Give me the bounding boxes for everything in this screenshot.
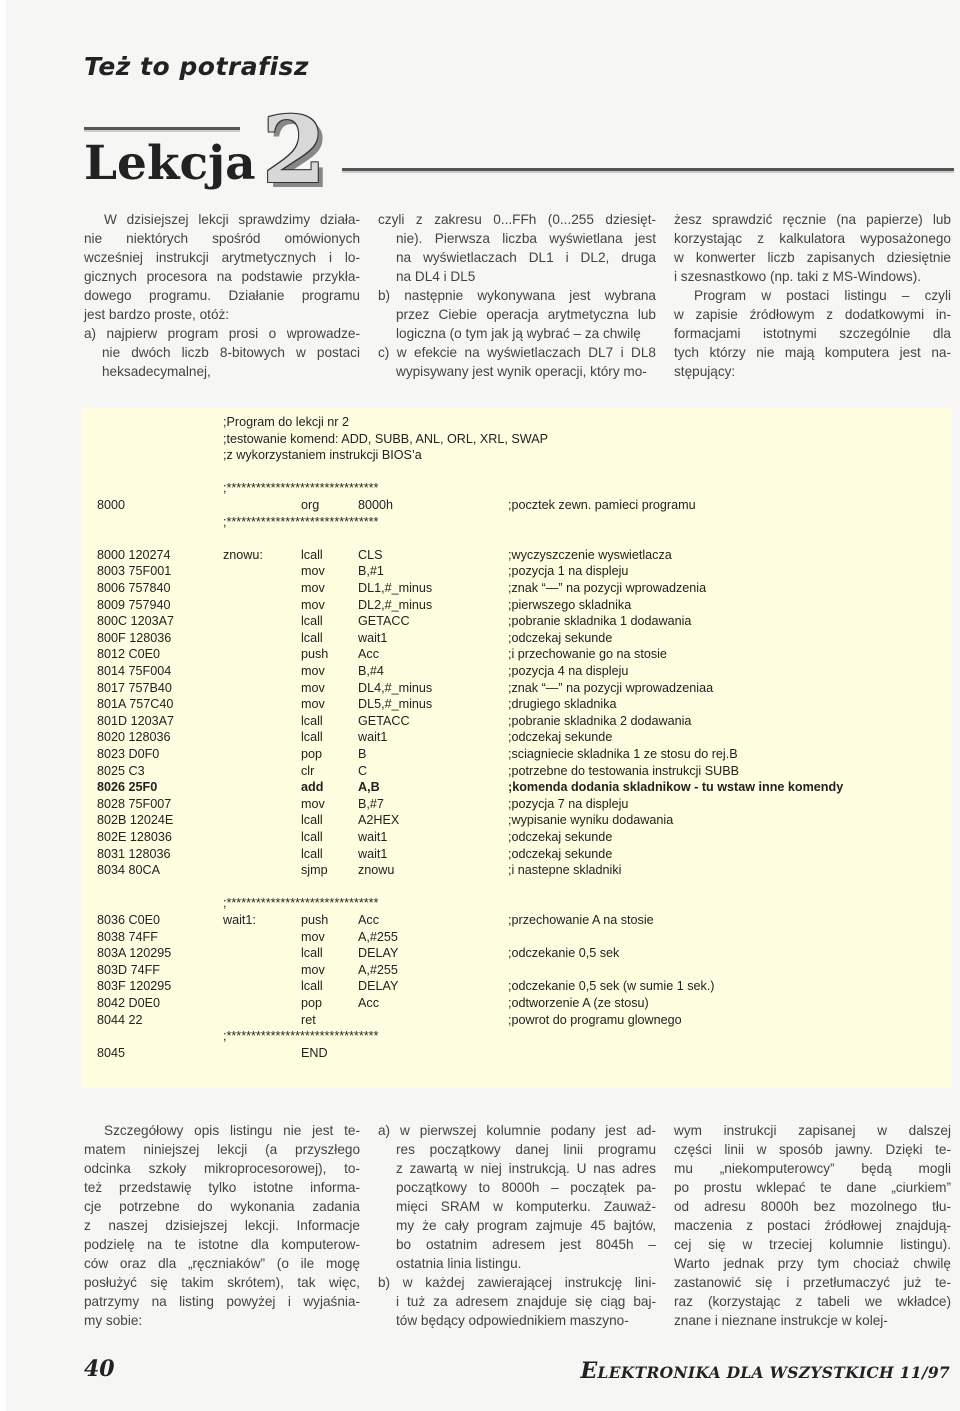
text-line: wcześniej instrukcji arytmetycznych i lo-: [84, 250, 360, 265]
listing-label: wait1:: [223, 913, 256, 927]
listing-mnemonic: lcall: [301, 846, 323, 861]
intro-column-2: [378, 210, 656, 381]
listing-mnemonic: mov: [301, 796, 325, 811]
listing-operand: GETACC: [358, 713, 410, 728]
text-line: nie dwóch liczb 8-bitowych w postaci: [102, 345, 360, 360]
text-line: części linii w sposób jawny. Dzięki te-: [674, 1142, 951, 1157]
listing-operand: wait1: [358, 630, 388, 645]
listing-operand: DELAY: [358, 946, 399, 961]
listing-mnemonic: mov: [301, 680, 325, 695]
listing-mnemonic: mov: [301, 962, 325, 977]
listing-remark: ;i przechowanie go na stosie: [508, 647, 667, 662]
listing-remark: ;pobranie skladnika 2 dodawania: [508, 713, 692, 728]
listing-remark: ;odtworzenie A (ze stosu): [508, 996, 649, 1010]
intro-column-1: [84, 210, 360, 381]
listing-remark: ;odczekaj sekunde: [508, 846, 613, 861]
text-line: jest bardzo proste, otóż:: [84, 307, 230, 322]
listing-operand: A,#255: [358, 929, 398, 944]
text-line: raz (korzystając z tabeli we wkładce): [674, 1294, 951, 1309]
listing-mnemonic: sjmp: [301, 863, 328, 878]
listing-separator: ;*******************************: [223, 896, 379, 911]
magazine-initial: E: [580, 1358, 598, 1384]
text-line: bo ostatnim adresem jest 8045h –: [396, 1237, 656, 1252]
text-line: a) w pierwszej kolumnie podany jest ad-: [378, 1123, 656, 1138]
listing-remark: ;i nastepne skladniki: [508, 863, 622, 878]
text-line: stępujący:: [674, 364, 736, 379]
listing-remark: ;wypisanie wyniku dodawania: [508, 813, 674, 828]
section-title: Też to potrafisz: [84, 52, 309, 81]
listing-operand: wait1: [358, 730, 388, 745]
listing-address: 8014 75F004: [97, 664, 172, 678]
text-line: Program w postaci listingu – czyli: [694, 288, 951, 303]
listing-address: 8042 D0E0: [97, 996, 161, 1010]
outro-column-1: [84, 1121, 360, 1330]
text-line: Warto jednak przy tym chociaż chwilę: [674, 1256, 951, 1271]
outro-column-3: [674, 1121, 951, 1330]
listing-remark: ;pierwszego skladnika: [508, 597, 632, 612]
text-line: po prostu wklepać te dane „ciurkiem”: [674, 1180, 951, 1195]
text-line: heksadecymalnej,: [102, 364, 211, 379]
listing-address: 803F 120295: [97, 979, 172, 994]
listing-mnemonic: pop: [301, 747, 323, 761]
listing-mnemonic: pop: [301, 996, 323, 1010]
text-line: res początkowy danej linii programu: [396, 1142, 656, 1157]
listing-address: 803A 120295: [97, 946, 172, 961]
listing-mnemonic: mov: [301, 581, 325, 595]
listing-operand: DL1,#_minus: [358, 581, 433, 595]
text-line: z zawartą w niej instrukcją. U nas adres: [396, 1161, 656, 1176]
listing-mnemonic: mov: [301, 929, 325, 944]
listing-mnemonic: mov: [301, 597, 325, 612]
text-line: zastanowić się i przetłumaczyć już te-: [674, 1275, 951, 1290]
text-line: w zapisie źródłowym z dodatkowymi in-: [674, 307, 951, 322]
listing-remark: ;drugiego skladnika: [508, 697, 617, 712]
listing-remark: ;odczekanie 0,5 sek: [508, 946, 620, 961]
listing-address: 8036 C0E0: [97, 913, 161, 927]
page-number: 40: [84, 1356, 115, 1382]
listing-operand: B: [358, 747, 367, 761]
text-line: W dzisiejszej lekcji sprawdzimy działa-: [104, 212, 360, 227]
listing-mnemonic: lcall: [301, 614, 323, 629]
listing-operand: CLS: [358, 547, 383, 562]
listing-address: 8028 75F007: [97, 796, 172, 811]
listing-operand: DL5,#_minus: [358, 697, 433, 712]
text-line: ców oraz dla „ręczniaków” (o ile mogę: [84, 1256, 360, 1271]
text-line: i szesnastkowo (np. taki z MS-Windows).: [674, 269, 922, 284]
listing-operand: B,#7: [358, 796, 384, 811]
listing-address: 8038 74FF: [97, 929, 158, 944]
listing-mnemonic: clr: [301, 763, 315, 778]
listing-mnemonic: lcall: [301, 547, 323, 562]
listing-separator: ;*******************************: [223, 514, 379, 529]
listing-address: 8003 75F001: [97, 564, 172, 579]
text-line: czyli z zakresu 0...FFh (0...255 dziesięt-: [378, 212, 656, 227]
listing-remark: ;powrot do programu glownego: [508, 1012, 682, 1027]
intro-column-3: [674, 210, 951, 381]
text-line: odcinka szkoły mikroprocesorowej), to-: [84, 1161, 360, 1176]
listing-mnemonic: push: [301, 647, 329, 662]
listing-mnemonic: mov: [301, 664, 325, 678]
listing-operand: wait1: [358, 846, 388, 861]
text-line: i tuż za adresem znajduje się ciąg baj-: [396, 1294, 656, 1309]
text-line: na DL4 i DL5: [396, 269, 476, 284]
listing-operand: C: [358, 763, 368, 778]
text-line: w konwerter liczb zapisanych dziesiętnie: [674, 250, 951, 265]
listing-address: 8044 22: [97, 1012, 143, 1027]
listing-remark: ;odczekanie 0,5 sek (w sumie 1 sek.): [508, 979, 715, 994]
listing-mnemonic: lcall: [301, 730, 323, 745]
listing-comment: ;testowanie komend: ADD, SUBB, ANL, ORL, XRL, SWAP: [223, 431, 549, 446]
listing-address: 801D 1203A7: [97, 713, 175, 728]
listing-remark: ;odczekaj sekunde: [508, 630, 613, 645]
listing-mnemonic: org: [301, 498, 320, 512]
listing-address: 8023 D0F0: [97, 747, 160, 761]
listing-mnemonic: lcall: [301, 979, 323, 994]
listing-mnemonic: lcall: [301, 946, 323, 961]
text-line: znane i nieznane instrukcje w kolej-: [674, 1313, 888, 1328]
text-line: wym instrukcji zapisanej w dalszej: [674, 1123, 951, 1138]
listing-operand: Acc: [358, 913, 379, 927]
listing-remark: ;potrzebne do testowania instrukcji SUBB: [508, 763, 740, 778]
lesson-title: Lekcja: [84, 136, 256, 191]
text-line: cej się w trzeciej kolumnie listingu).: [674, 1237, 951, 1252]
text-line: żesz sprawdzić ręcznie (na papierze) lub: [674, 212, 951, 227]
listing-remark: ;znak “—” na pozycji wprowadzeniaa: [508, 680, 714, 695]
text-line: korzystając z kalkulatora wyposażonego: [674, 231, 951, 246]
listing-operand: Acc: [358, 647, 379, 662]
listing-remark: ;odczekaj sekunde: [508, 830, 613, 844]
listing-separator: ;*******************************: [223, 1029, 379, 1044]
listing-operand: A,#255: [358, 962, 398, 977]
listing-operand: B,#4: [358, 664, 384, 678]
listing-address: 8045: [97, 1045, 126, 1060]
listing-label: znowu:: [223, 547, 263, 562]
listing-address: 8020 128036: [97, 730, 171, 745]
listing-operand: B,#1: [358, 564, 384, 579]
listing-address: 8009 757940: [97, 597, 171, 612]
text-line: my że cały program zajmuje 45 bajtów,: [396, 1218, 656, 1233]
listing-remark: ;pozycja 1 na displeju: [508, 564, 629, 579]
listing-mnemonic: END: [301, 1045, 328, 1060]
listing-mnemonic: lcall: [301, 630, 323, 645]
text-line: c) w efekcie na wyświetlaczach DL7 i DL8: [378, 345, 656, 360]
listing-operand: znowu: [358, 863, 395, 878]
listing-address: 8026 25F0: [97, 780, 158, 795]
listing-remark: ;pobranie skladnika 1 dodawania: [508, 614, 692, 629]
listing-address: 802B 12024E: [97, 813, 174, 828]
title-rule-long: [342, 168, 954, 173]
listing-address: 8034 80CA: [97, 863, 161, 878]
text-line: z naszej dzisiejszej lekcji. Informacje: [84, 1218, 360, 1233]
listing-remark: ;pocztek zewn. pamieci programu: [508, 498, 696, 512]
listing-address: 8000 120274: [97, 547, 171, 562]
listing-address: 8025 C3: [97, 763, 145, 778]
text-line: maczenia z postaci źródłowej znajdują-: [674, 1218, 951, 1233]
listing-remark: ;pozycja 7 na displeju: [508, 796, 629, 811]
text-line: logiczna (o tym jak ją wybrać – za chwilę: [396, 326, 641, 341]
listing-operand: wait1: [358, 830, 388, 844]
listing-address: 800C 1203A7: [97, 614, 175, 629]
text-line: matem niniejszej lekcji (a przyszłego: [84, 1142, 360, 1157]
text-line: patrzymy na listing powyżej i wyjaśnia-: [84, 1294, 360, 1309]
program-listing: [82, 408, 952, 1088]
text-line: my sobie:: [84, 1313, 143, 1328]
text-line: wypisywany jest wynik operacji, który mo-: [396, 364, 647, 379]
magazine-name: [580, 1358, 950, 1384]
text-line: Szczegółowy opis listingu nie jest te-: [104, 1123, 360, 1138]
listing-address: 8017 757B40: [97, 680, 172, 695]
text-line: na wyświetlaczach DL1 i DL2, druga: [396, 250, 656, 265]
listing-remark: ;znak “—” na pozycji wprowadzenia: [508, 581, 707, 595]
listing-mnemonic: add: [301, 780, 324, 795]
listing-remark: ;sciagniecie skladnika 1 ze stosu do rej.B: [508, 747, 738, 761]
text-line: też przedstawię tylko istotne informa-: [84, 1180, 360, 1195]
listing-operand: A,B: [358, 780, 380, 795]
text-line: gicznych procesora na podstawie przykła-: [84, 269, 360, 284]
listing-mnemonic: lcall: [301, 813, 323, 828]
listing-operand: A2HEX: [358, 813, 400, 828]
listing-comment: ;Program do lekcji nr 2: [223, 415, 349, 429]
listing-operand: DELAY: [358, 979, 399, 994]
listing-remark: ;odczekaj sekunde: [508, 730, 613, 745]
listing-operand: GETACC: [358, 614, 410, 629]
text-line: początkowy to 8000h – początek pa-: [396, 1180, 656, 1195]
listing-mnemonic: lcall: [301, 713, 323, 728]
listing-address: 801A 757C40: [97, 697, 174, 712]
listing-operand: Acc: [358, 996, 379, 1010]
listing-operand: DL4,#_minus: [358, 680, 433, 695]
listing-address: 803D 74FF: [97, 962, 160, 977]
listing-address: 8031 128036: [97, 846, 171, 861]
magazine-rest: LEKTRONIKA DLA WSZYSTKICH 11/97: [597, 1363, 950, 1382]
listing-mnemonic: ret: [301, 1012, 316, 1027]
listing-address: 8000: [97, 498, 126, 512]
text-line: b) następnie wykonywana jest wybrana: [378, 288, 656, 303]
text-line: tów będący odpowiednikiem maszyno-: [396, 1313, 629, 1328]
title-rule-short: [84, 127, 240, 132]
text-line: nie). Pierwsza liczba wyświetlana jest: [396, 231, 656, 246]
listing-address: 8012 C0E0: [97, 647, 161, 662]
text-line: podzielę na te istotne dla komputerow-: [84, 1237, 360, 1252]
text-line: ostatnia linia listingu.: [396, 1256, 522, 1271]
text-line: b) w każdej zawierającej instrukcję lini-: [378, 1275, 656, 1290]
listing-separator: ;*******************************: [223, 481, 379, 496]
text-line: tych którzy nie mają komputera jest na-: [674, 345, 951, 360]
text-line: od adresu 8000h bez mozolnego tłu-: [674, 1199, 951, 1214]
text-line: dowego programu. Działanie programu: [84, 288, 360, 303]
text-line: mu „niekomputerowcy” będą mogli: [674, 1161, 951, 1176]
listing-address: 802E 128036: [97, 830, 172, 844]
text-line: nie niektórych spośród omówionych: [84, 231, 360, 246]
listing-operand: DL2,#_minus: [358, 597, 433, 612]
text-line: przez Ciebie operacja arytmetyczna lub: [396, 307, 656, 322]
outro-column-2: [378, 1121, 656, 1330]
listing-remark: ;wyczyszczenie wyswietlacza: [508, 547, 672, 562]
listing-remark: ;komenda dodania skladnikow - tu wstaw inne komendy: [508, 780, 844, 795]
listing-address: 8006 757840: [97, 581, 171, 595]
listing-mnemonic: mov: [301, 697, 325, 712]
listing-mnemonic: mov: [301, 564, 325, 579]
text-line: formacjami istotnymi szczególnie dla: [674, 326, 951, 341]
listing-remark: ;przechowanie A na stosie: [508, 913, 654, 927]
listing-remark: ;pozycja 4 na displeju: [508, 664, 629, 678]
lesson-number: 2: [262, 96, 327, 204]
text-line: a) najpierw program prosi o wprowadze-: [84, 326, 360, 341]
listing-comment: ;z wykorzystaniem instrukcji BIOS’a: [223, 448, 422, 463]
listing-operand: 8000h: [358, 498, 394, 512]
listing-mnemonic: push: [301, 913, 329, 927]
listing-address: 800F 128036: [97, 630, 172, 645]
text-line: posłużyć się takim skrótem), tak więc,: [84, 1275, 360, 1290]
text-line: cje potrzebne do wykonania zadania: [84, 1199, 360, 1214]
listing-mnemonic: lcall: [301, 830, 323, 844]
text-line: mięci SRAM w komputerku. Zauważ-: [396, 1199, 656, 1214]
